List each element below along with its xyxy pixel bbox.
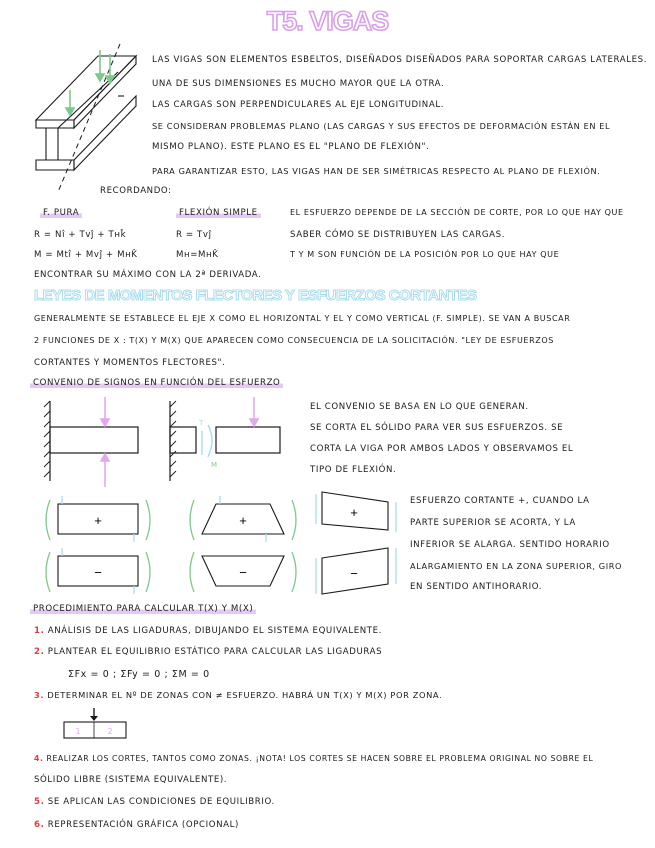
cortante-line-4: ALARGAMIENTO EN LA ZONA SUPERIOR, GIRO [410, 561, 623, 571]
recap-r-pura: R = Nî + Tvĵ + Tʜk̂ [34, 230, 127, 240]
zone-1-label: 1 [75, 727, 81, 736]
convenio-title: CONVENIO DE SIGNOS EN FUNCIÓN DEL ESFUERZO [30, 378, 283, 388]
procedure-title: PROCEDIMIENTO PARA CALCULAR T(X) Y M(X) [30, 604, 256, 614]
recap-note-2: SABER CÓMO SE DISTRIBUYEN LAS CARGAS. [290, 230, 506, 240]
sign-plus-2: + [239, 513, 247, 528]
sign-minus-1: − [94, 565, 102, 580]
step-4: 4. REALIZAR LOS CORTES, TANTOS COMO ZONAS. ¡NOTA! LOS CORTES SE HACEN SOBRE EL PROBLEMA ORIGINAL NO SOBRE EL [34, 754, 594, 763]
intro-line-1: LAS VIGAS SON ELEMENTOS ESBELTOS, DISEÑADOS DISEÑADOS PARA SOPORTAR CARGAS LATERALES. [152, 55, 648, 65]
step-4-cont: SÓLIDO LIBRE (SISTEMA EQUIVALENTE). [34, 775, 228, 785]
recap-m-pura: M = Mtî + Mvĵ + MʜK̂ [34, 250, 138, 260]
cortante-line-2: PARTE SUPERIOR SE ACORTA, Y LA [410, 518, 576, 528]
cortante-line-3: INFERIOR SE ALARGA. SENTIDO HORARIO [410, 540, 610, 550]
intro-line-4: SE CONSIDERAN PROBLEMAS PLANO (LAS CARGAS Y SUS EFECTOS DE DEFORMACIÓN ESTÁN EN EL [152, 121, 611, 131]
label-m-1: M [211, 461, 218, 469]
sign-plus-1: + [94, 513, 102, 528]
recap-note-3: T Y M SON FUNCIÓN DE LA POSICIÓN POR LO QUE HAY QUE [290, 250, 560, 259]
convenio-line-2: SE CORTA EL SÓLIDO PARA VER SUS ESFUERZOS. SE [310, 423, 564, 433]
shear-minus: − [350, 566, 358, 581]
convenio-diagram [30, 395, 290, 495]
recap-note-4: ENCONTRAR SU MÁXIMO CON LA 2ª DERIVADA. [34, 270, 262, 280]
sign-minus-2: − [239, 565, 247, 580]
shear-plus: + [350, 505, 358, 520]
general-line-2: 2 FUNCIONES DE X : T(X) Y M(X) QUE APARECEN COMO CONSECUENCIA DE LA SOLICITACIÓN. "LEY DE ESFUERZOS [34, 336, 554, 345]
step-3: 3. DETERMINAR EL Nº DE ZONAS CON ≠ ESFUERZO. HABRÁ UN T(X) Y M(X) POR ZONA. [34, 690, 443, 700]
recap-m-simple: Mʜ=MʜK̂ [176, 250, 219, 260]
convenio-line-1: EL CONVENIO SE BASA EN LO QUE GENERAN. [310, 402, 529, 412]
intro-line-6: PARA GARANTIZAR ESTO, LAS VIGAS HAN DE SER SIMÉTRICAS RESPECTO AL PLANO DE FLEXIÓN. [152, 166, 601, 176]
intro-line-5: MISMO PLANO). ESTE PLANO ES EL "PLANO DE FLEXIÓN". [152, 142, 430, 152]
header-flexion-simple: FLEXIÓN SIMPLE [176, 208, 261, 218]
step-2-equations: ΣFx = 0 ; ΣFy = 0 ; ΣM = 0 [68, 669, 210, 680]
sign-boxes [38, 490, 308, 600]
label-t-1: T [199, 419, 204, 427]
i-beam-sketch [28, 42, 148, 192]
step-2: 2. PLANTEAR EL EQUILIBRIO ESTÁTICO PARA CALCULAR LAS LIGADURAS [34, 647, 383, 657]
cortante-line-1: ESFUERZO CORTANTE +, CUANDO LA [410, 496, 590, 506]
step-5: 5. SE APLICAN LAS CONDICIONES DE EQUILIBRIO. [34, 797, 275, 807]
shear-parallelograms [312, 490, 408, 600]
section-title: LEYES DE MOMENTOS FLECTORES Y ESFUERZOS CORTANTES [34, 287, 477, 304]
header-f-pura: F. PURA [40, 208, 82, 218]
recordando-label: RECORDANDO: [100, 186, 172, 196]
page-title: T5. VIGAS [266, 6, 389, 36]
recap-note-1: EL ESFUERZO DEPENDE DE LA SECCIÓN DE CORTE, POR LO QUE HAY QUE [290, 208, 624, 217]
zones-diagram [58, 706, 130, 740]
step-6: 6. REPRESENTACIÓN GRÁFICA (OPCIONAL) [34, 820, 239, 830]
convenio-line-4: TIPO DE FLEXIÓN. [310, 465, 397, 475]
recap-r-simple: R = Tvĵ [176, 230, 212, 240]
cortante-line-5: EN SENTIDO ANTIHORARIO. [410, 582, 543, 592]
intro-line-2: UNA DE SUS DIMENSIONES ES MUCHO MAYOR QUE LA OTRA. [152, 79, 445, 89]
convenio-line-3: CORTA LA VIGA POR AMBOS LADOS Y OBSERVAMOS EL [310, 444, 574, 454]
zone-2-label: 2 [107, 727, 113, 736]
intro-line-3: LAS CARGAS SON PERPENDICULARES AL EJE LONGITUDINAL. [152, 100, 445, 110]
general-line-3: CORTANTES Y MOMENTOS FLECTORES". [34, 358, 226, 368]
general-line-1: GENERALMENTE SE ESTABLECE EL EJE X COMO EL HORIZONTAL Y EL Y COMO VERTICAL (F. SIMPLE). SE VAN A BUSCAR [34, 314, 571, 323]
step-1: 1. ANÁLISIS DE LAS LIGADURAS, DIBUJANDO EL SISTEMA EQUIVALENTE. [34, 626, 383, 636]
